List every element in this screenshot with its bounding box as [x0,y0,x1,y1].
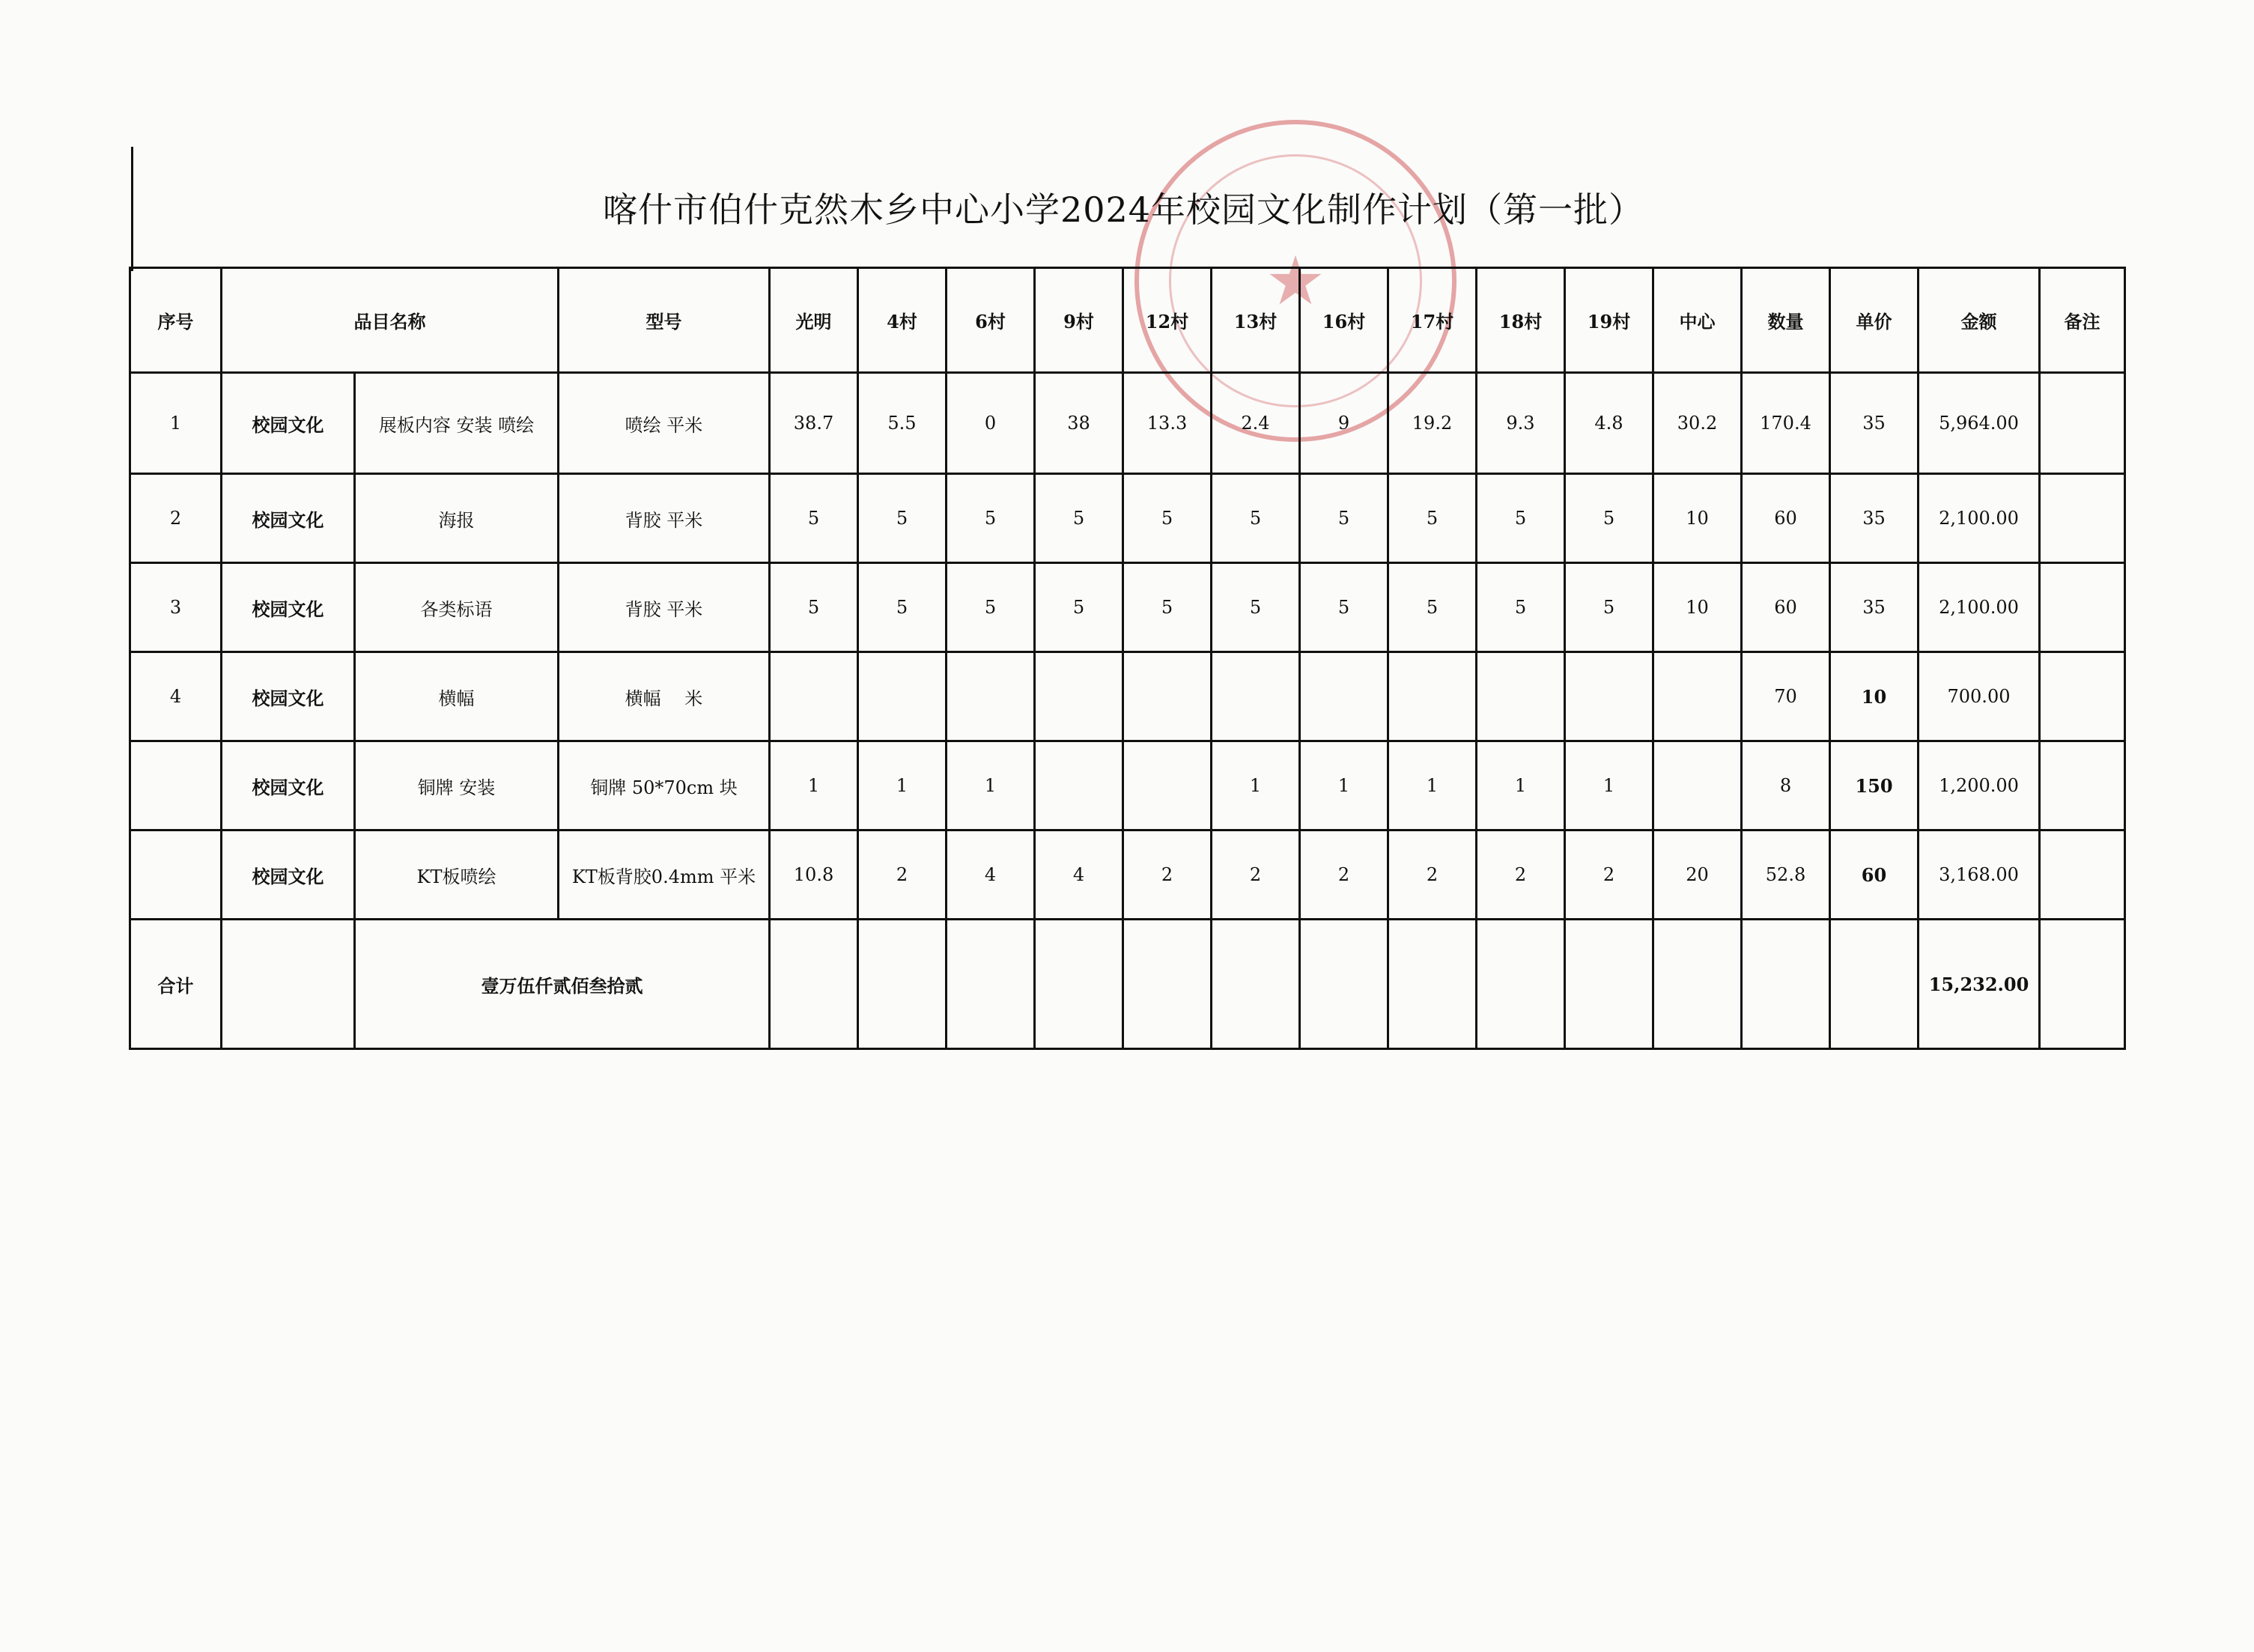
row-village-value: 5 [1212,474,1300,563]
row-seq: 4 [130,652,222,741]
row-remark [2040,563,2125,652]
total-empty-cell [1212,920,1300,1049]
row-amount: 2,100.00 [1919,474,2040,563]
total-empty-cell [1035,920,1123,1049]
table-row [130,373,2125,474]
header-village: 4村 [858,268,947,373]
table-row [130,830,2125,920]
total-empty-cell [1123,920,1212,1049]
row-village-value: 1 [1388,741,1477,830]
plan-table [129,267,2126,1050]
header-village: 6村 [947,268,1035,373]
row-village-value: 5 [1477,563,1565,652]
row-village-value: 5.5 [858,373,947,474]
total-empty-cell [222,920,355,1049]
total-empty-cell [947,920,1035,1049]
row-village-value: 38.7 [770,373,858,474]
total-empty-cell [770,920,858,1049]
header-remark: 备注 [2040,268,2125,373]
row-seq: 2 [130,474,222,563]
row-village-value: 1 [1212,741,1300,830]
total-remark [2040,920,2125,1049]
row-seq: 1 [130,373,222,474]
row-village-value: 5 [1123,563,1212,652]
row-village-value: 30.2 [1653,373,1742,474]
row-village-value [1300,652,1388,741]
row-village-value: 10 [1653,563,1742,652]
total-amount-words: 壹万伍仟贰佰叁拾贰 [355,920,770,1049]
row-village-value: 5 [1123,474,1212,563]
row-village-value: 9.3 [1477,373,1565,474]
row-item-name: 海报 [355,474,559,563]
row-unit-price: 150 [1830,741,1919,830]
row-model: KT板背胶0.4mm 平米 [559,830,770,920]
row-village-value [1035,741,1123,830]
row-seq [130,830,222,920]
document-title: 喀什市伯什克然木乡中心小学2024年校园文化制作计划（第一批） [602,189,1644,230]
row-village-value: 5 [1212,563,1300,652]
row-village-value: 5 [858,474,947,563]
row-village-value: 1 [1477,741,1565,830]
total-empty-cell [1565,920,1653,1049]
row-village-value: 5 [1477,474,1565,563]
row-village-value: 5 [1300,563,1388,652]
row-village-value: 10.8 [770,830,858,920]
row-village-value: 38 [1035,373,1123,474]
row-village-value: 4.8 [1565,373,1653,474]
row-amount: 5,964.00 [1919,373,2040,474]
row-village-value [1477,652,1565,741]
row-village-value: 10 [1653,474,1742,563]
row-village-value: 2 [858,830,947,920]
row-quantity: 8 [1742,741,1830,830]
row-village-value [1035,652,1123,741]
row-model: 横幅 米 [559,652,770,741]
row-category: 校园文化 [222,373,355,474]
row-remark [2040,741,2125,830]
row-village-value [1388,652,1477,741]
margin-line [131,147,133,271]
row-remark [2040,652,2125,741]
row-village-value [947,652,1035,741]
row-category: 校园文化 [222,830,355,920]
row-village-value: 1 [1565,741,1653,830]
row-remark [2040,373,2125,474]
header-village: 19村 [1565,268,1653,373]
row-model: 喷绘 平米 [559,373,770,474]
row-village-value [1123,741,1212,830]
row-village-value: 5 [858,563,947,652]
row-category: 校园文化 [222,741,355,830]
row-amount: 2,100.00 [1919,563,2040,652]
row-category: 校园文化 [222,563,355,652]
row-village-value: 20 [1653,830,1742,920]
row-village-value [858,652,947,741]
row-remark [2040,830,2125,920]
row-category: 校园文化 [222,474,355,563]
row-village-value: 5 [770,563,858,652]
row-unit-price: 10 [1830,652,1919,741]
total-empty-cell [1830,920,1919,1049]
row-village-value: 5 [947,474,1035,563]
header-amount: 金额 [1919,268,2040,373]
row-village-value: 2 [1300,830,1388,920]
header-village: 9村 [1035,268,1123,373]
row-village-value: 13.3 [1123,373,1212,474]
table-row [130,563,2125,652]
header-village: 16村 [1300,268,1388,373]
total-empty-cell [1477,920,1565,1049]
header-village: 光明 [770,268,858,373]
header-village: 13村 [1212,268,1300,373]
header-item-name: 品目名称 [222,268,559,373]
row-village-value: 2 [1477,830,1565,920]
row-village-value: 5 [1388,474,1477,563]
total-empty-cell [1300,920,1388,1049]
table-row [130,741,2125,830]
row-unit-price: 35 [1830,563,1919,652]
row-village-value [1123,652,1212,741]
row-village-value: 4 [947,830,1035,920]
row-item-name: 各类标语 [355,563,559,652]
row-village-value: 19.2 [1388,373,1477,474]
row-unit-price: 35 [1830,373,1919,474]
row-village-value [1653,652,1742,741]
header-unit-price: 单价 [1830,268,1919,373]
row-quantity: 52.8 [1742,830,1830,920]
total-label: 合计 [130,920,222,1049]
row-category: 校园文化 [222,652,355,741]
total-empty-cell [1653,920,1742,1049]
row-amount: 3,168.00 [1919,830,2040,920]
row-unit-price: 35 [1830,474,1919,563]
row-village-value: 2 [1123,830,1212,920]
header-village: 17村 [1388,268,1477,373]
row-model: 背胶 平米 [559,474,770,563]
row-item-name: KT板喷绘 [355,830,559,920]
row-village-value: 2.4 [1212,373,1300,474]
row-village-value: 5 [770,474,858,563]
total-empty-cell [1388,920,1477,1049]
row-seq: 3 [130,563,222,652]
row-village-value: 5 [947,563,1035,652]
row-model: 铜牌 50*70cm 块 [559,741,770,830]
official-seal: ★ [1134,120,1456,442]
header-village: 18村 [1477,268,1565,373]
row-village-value [1565,652,1653,741]
row-village-value: 1 [770,741,858,830]
row-quantity: 70 [1742,652,1830,741]
row-village-value [1212,652,1300,741]
table-row [130,474,2125,563]
header-village: 中心 [1653,268,1742,373]
row-amount: 700.00 [1919,652,2040,741]
row-item-name: 展板内容 安装 喷绘 [355,373,559,474]
row-unit-price: 60 [1830,830,1919,920]
table-row [130,652,2125,741]
row-village-value: 2 [1565,830,1653,920]
total-empty-cell [1742,920,1830,1049]
total-row [130,920,2125,1049]
header-model: 型号 [559,268,770,373]
row-quantity: 60 [1742,474,1830,563]
row-amount: 1,200.00 [1919,741,2040,830]
row-remark [2040,474,2125,563]
row-village-value: 2 [1212,830,1300,920]
row-model: 背胶 平米 [559,563,770,652]
row-village-value [1653,741,1742,830]
header-village: 12村 [1123,268,1212,373]
row-village-value: 5 [1565,563,1653,652]
row-quantity: 170.4 [1742,373,1830,474]
header-seq: 序号 [130,268,222,373]
row-village-value: 9 [1300,373,1388,474]
row-village-value: 0 [947,373,1035,474]
row-village-value: 1 [1300,741,1388,830]
row-village-value: 5 [1035,563,1123,652]
total-empty-cell [858,920,947,1049]
row-seq [130,741,222,830]
row-quantity: 60 [1742,563,1830,652]
row-village-value: 5 [1565,474,1653,563]
row-item-name: 横幅 [355,652,559,741]
row-village-value: 4 [1035,830,1123,920]
row-village-value: 1 [947,741,1035,830]
row-village-value: 1 [858,741,947,830]
row-item-name: 铜牌 安装 [355,741,559,830]
header-row [130,268,2125,373]
row-village-value: 5 [1035,474,1123,563]
row-village-value: 5 [1300,474,1388,563]
row-village-value [770,652,858,741]
row-village-value: 5 [1388,563,1477,652]
header-quantity: 数量 [1742,268,1830,373]
total-amount: 15,232.00 [1919,920,2040,1049]
row-village-value: 2 [1388,830,1477,920]
